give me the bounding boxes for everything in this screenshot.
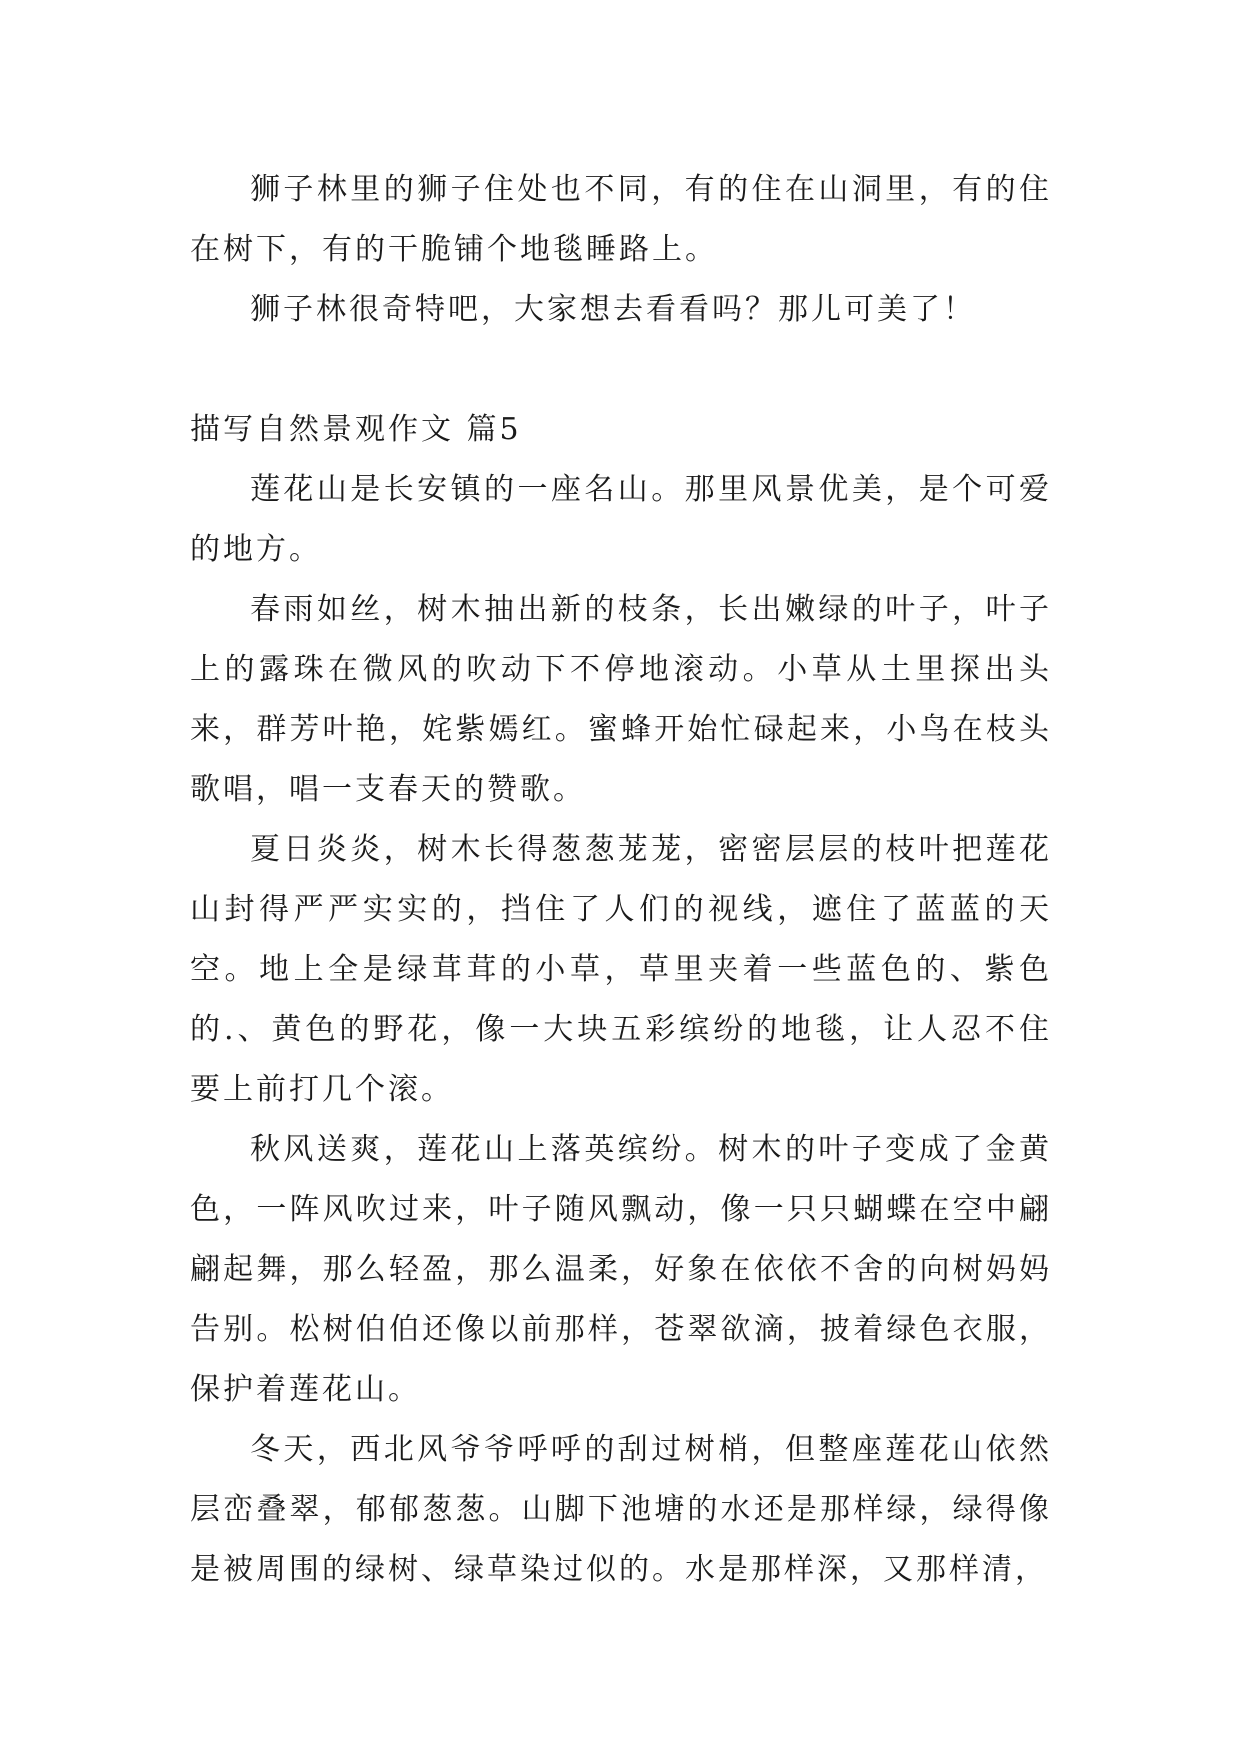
paragraph: 春雨如丝，树木抽出新的枝条，长出嫩绿的叶子，叶子上的露珠在微风的吹动下不停地滚动。小草从土里探出头来，群芳叶艳，姹紫嫣红。蜜蜂开始忙碌起来，小鸟在枝头歌唱，唱一支春天的赞歌。 bbox=[190, 592, 1052, 807]
paragraph: 秋风送爽，莲花山上落英缤纷。树木的叶子变成了金黄色，一阵风吹过来，叶子随风飘动，像一只只蝴蝶在空中翩翩起舞，那么轻盈，那么温柔，好象在依依不舍的向树妈妈告别。松树伯伯还像以前那样，苍翠欲滴，披着绿色衣服，保护着莲花山。 bbox=[190, 1132, 1052, 1407]
paragraph: 冬天，西北风爷爷呼呼的刮过树梢，但整座莲花山依然层峦叠翠，郁郁葱葱。山脚下池塘的水还是那样绿，绿得像是被周围的绿树、绿草染过似的。水是那样深，又那样清， bbox=[190, 1432, 1052, 1587]
document-page bbox=[190, 160, 1052, 1600]
paragraph: 狮子林里的狮子住处也不同，有的住在山洞里，有的住在树下，有的干脆铺个地毯睡路上。 bbox=[190, 172, 1052, 267]
paragraph: 莲花山是长安镇的一座名山。那里风景优美，是个可爱的地方。 bbox=[190, 472, 1052, 567]
paragraph: 狮子林很奇特吧，大家想去看看吗？那儿可美了！ bbox=[250, 292, 976, 327]
paragraph: 夏日炎炎，树木长得葱葱茏茏，密密层层的枝叶把莲花山封得严严实实的，挡住了人们的视线，遮住了蓝蓝的天空。地上全是绿茸茸的小草，草里夹着一些蓝色的、紫色的.、黄色的野花，像一大块五彩缤纷的地毯，让人忍不住要上前打几个滚。 bbox=[190, 832, 1052, 1107]
paragraph-gap bbox=[190, 340, 1052, 400]
section-heading: 描写自然景观作文 篇5 bbox=[190, 412, 522, 447]
